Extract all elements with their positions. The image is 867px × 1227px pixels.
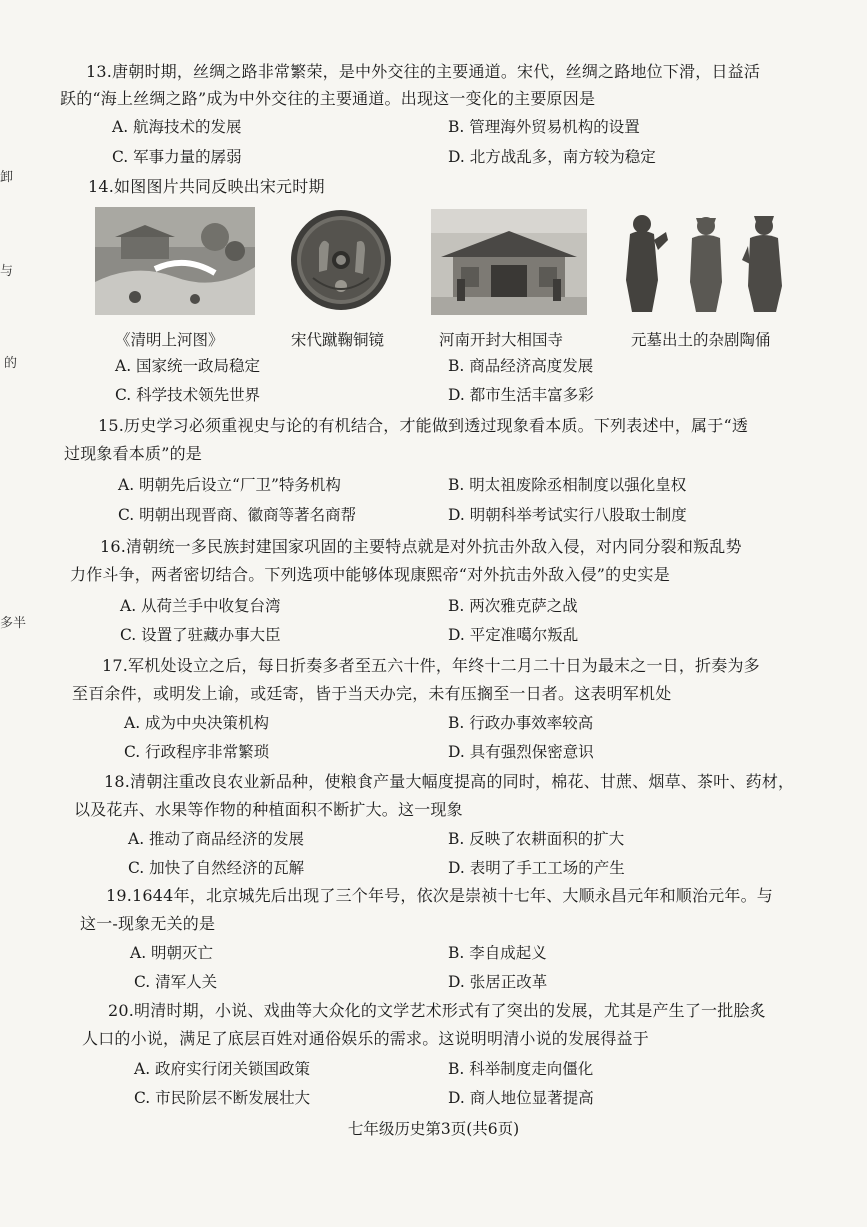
image-caption: 河南开封大相国寺 xyxy=(439,331,564,349)
question-stem: 20.明清时期，小说、戏曲等大众化的文学艺术形式有了突出的发展，尤其是产生了一批脍炙 xyxy=(108,1001,766,1020)
image-caption: 元墓出土的杂剧陶俑 xyxy=(631,331,771,349)
margin-note: 与 xyxy=(0,264,14,279)
option-d[interactable]: D. 都市生活丰富多彩 xyxy=(448,386,594,404)
option-a[interactable]: A. 推动了商品经济的发展 xyxy=(128,830,305,848)
question-stem: 19.1644年，北京城先后出现了三个年号，依次是崇祯十七年、大顺永昌元年和顺治元年。与 xyxy=(106,886,773,905)
option-a[interactable]: A. 明朝先后设立“厂卫”特务机构 xyxy=(118,476,341,494)
page-footer: 七年级历史第3页(共6页) xyxy=(347,1120,520,1138)
option-a[interactable]: A. 国家统一政局稳定 xyxy=(115,357,261,375)
option-b[interactable]: B. 管理海外贸易机构的设置 xyxy=(448,118,640,136)
image-caption: 宋代蹴鞠铜镜 xyxy=(291,331,385,349)
question-stem: 14.如图图片共同反映出宋元时期 xyxy=(88,177,325,196)
question-stem: 过现象看本质”的是 xyxy=(64,444,202,463)
option-b[interactable]: B. 明太祖废除丞相制度以强化皇权 xyxy=(448,476,687,494)
question-stem: 16.清朝统一多民族封建国家巩固的主要特点就是对外抗击外敌入侵，对内同分裂和叛乱势 xyxy=(100,537,742,556)
option-c[interactable]: C. 市民阶层不断发展壮大 xyxy=(134,1089,311,1107)
margin-note: 卸 xyxy=(0,170,14,185)
option-a[interactable]: A. 从荷兰手中收复台湾 xyxy=(120,597,281,615)
question-stem: 力作斗争，两者密切结合。下列选项中能够体现康熙帝“对外抗击外敌入侵”的史实是 xyxy=(70,565,670,584)
image-caption: 《清明上河图》 xyxy=(115,331,224,349)
painting-image xyxy=(95,207,255,315)
question-stem: 跃的“海上丝绸之路”成为中外交往的主要通道。出现这一变化的主要原因是 xyxy=(60,89,596,108)
option-d[interactable]: D. 商人地位显著提高 xyxy=(448,1089,594,1107)
option-d[interactable]: D. 北方战乱多，南方较为稳定 xyxy=(448,148,656,166)
option-b[interactable]: B. 反映了农耕面积的扩大 xyxy=(448,830,625,848)
margin-note: 多半 xyxy=(0,616,27,631)
figurines-image xyxy=(618,210,794,316)
question-stem: 15.历史学习必须重视史与论的有机结合，才能做到透过现象看本质。下列表述中，属于“透 xyxy=(98,416,749,435)
option-c[interactable]: C. 明朝出现晋商、徽商等著名商帮 xyxy=(118,506,357,524)
question-stem: 以及花卉、水果等作物的种植面积不断扩大。这一现象 xyxy=(74,800,463,819)
option-d[interactable]: D. 平定准噶尔叛乱 xyxy=(448,626,579,644)
option-d[interactable]: D. 表明了手工工场的产生 xyxy=(448,859,625,877)
option-c[interactable]: C. 设置了驻藏办事大臣 xyxy=(120,626,281,644)
option-a[interactable]: A. 政府实行闭关锁国政策 xyxy=(134,1060,311,1078)
question-stem: 17.军机处设立之后，每日折奏多者至五六十件，年终十二月二十日为最末之一日，折奏为多 xyxy=(102,656,760,675)
option-c[interactable]: C. 科学技术领先世界 xyxy=(115,386,261,404)
option-a[interactable]: A. 航海技术的发展 xyxy=(112,118,242,136)
option-b[interactable]: B. 李自成起义 xyxy=(448,944,547,962)
option-b[interactable]: B. 科举制度走向僵化 xyxy=(448,1060,594,1078)
option-b[interactable]: B. 行政办事效率较高 xyxy=(448,714,594,732)
option-b[interactable]: B. 两次雅克萨之战 xyxy=(448,597,578,615)
option-a[interactable]: A. 明朝灭亡 xyxy=(130,944,214,962)
option-c[interactable]: C. 加快了自然经济的瓦解 xyxy=(128,859,305,877)
question-stem: 13.唐朝时期，丝绸之路非常繁荣，是中外交往的主要通道。宋代，丝绸之路地位下滑，日益活 xyxy=(86,62,761,81)
margin-note: 的 xyxy=(4,356,18,371)
question-stem: 这一-现象无关的是 xyxy=(80,914,216,933)
option-b[interactable]: B. 商品经济高度发展 xyxy=(448,357,594,375)
question-stem: 至百余件，或明发上谕，或廷寄，皆于当天办完，未有压搁至一日者。这表明军机处 xyxy=(72,684,672,703)
option-d[interactable]: D. 张居正改革 xyxy=(448,973,548,991)
temple-image xyxy=(431,209,587,315)
bronze-mirror-image xyxy=(289,208,393,312)
option-c[interactable]: C. 军事力量的孱弱 xyxy=(112,148,242,166)
question-stem: 人口的小说，满足了底层百姓对通俗娱乐的需求。这说明明清小说的发展得益于 xyxy=(82,1029,650,1048)
option-c[interactable]: C. 行政程序非常繁琐 xyxy=(124,743,270,761)
question-stem: 18.清朝注重改良农业新品种，使粮食产量大幅度提高的同时，棉花、甘蔗、烟草、茶叶、药材， xyxy=(104,772,795,791)
option-a[interactable]: A. 成为中央决策机构 xyxy=(124,714,270,732)
option-d[interactable]: D. 明朝科举考试实行八股取士制度 xyxy=(448,506,687,524)
option-d[interactable]: D. 具有强烈保密意识 xyxy=(448,743,594,761)
option-c[interactable]: C. 清军人关 xyxy=(134,973,218,991)
